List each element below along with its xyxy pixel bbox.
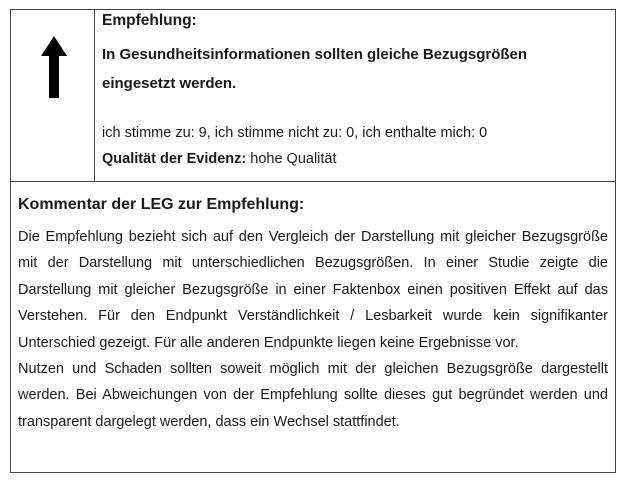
arrow-up-icon [41, 36, 67, 98]
recommendation-text: In Gesundheitsinformationen sollten gleiche Bezugsgrößen eingesetzt werden. [102, 46, 528, 92]
recommendation-grade-cell [11, 10, 95, 181]
recommendation-box [10, 9, 616, 473]
evidence-quality [102, 151, 337, 167]
recommendation-heading: Empfehlung: [102, 12, 197, 29]
comment-paragraph-1: Die Empfehlung bezieht sich auf den Vergleich der Darstellung mit gleicher Bezugsgröße mit der Darstellung mit unterschiedlichen Bezugsgrößen. In einer Studie zeigte die Darstellung mit gleicher Bezugsgröße in einer Faktenbox einen positiven Effekt auf das Verstehen. Für den Endpunkt Verständlichkeit / Lesbarkeit wurde kein signifikanter Unterschied gezeigt. Für alle anderen Endpunkte liegen keine Ergebnisse vor. [18, 229, 608, 351]
vote-result: ich stimme zu: 9, ich stimme nicht zu: 0, ich enthalte mich: 0 [102, 125, 488, 141]
comment-heading: Kommentar der LEG zur Empfehlung: [18, 196, 305, 213]
evidence-label: Qualität der Evidenz: [102, 151, 247, 167]
evidence-value: hohe Qualität [250, 151, 337, 167]
recommendation-row [11, 10, 615, 182]
comment-paragraph-2: Nutzen und Schaden sollten soweit möglich mit der gleichen Bezugsgröße dargestellt werden. Bei Abweichungen von der Empfehlung sollte dieses gut begründet werden und transparent dargelegt werden, dass ein Wechsel stattfindet. [18, 361, 608, 430]
comment-section [18, 187, 608, 435]
